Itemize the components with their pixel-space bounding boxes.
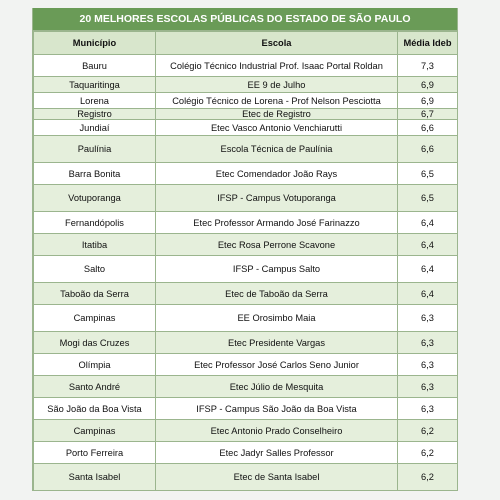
- cell-escola: IFSP - Campus São João da Boa Vista: [156, 398, 398, 420]
- table-row: [34, 332, 458, 354]
- cell-escola: IFSP - Campus Salto: [156, 256, 398, 283]
- cell-media-ideb: 6,9: [398, 93, 458, 109]
- ranking-sheet: [32, 8, 458, 491]
- cell-media-ideb: 6,5: [398, 163, 458, 185]
- table-row: [34, 234, 458, 256]
- cell-escola: Etec Antonio Prado Conselheiro: [156, 420, 398, 442]
- cell-media-ideb: 6,2: [398, 442, 458, 464]
- cell-municipio: Taboão da Serra: [34, 283, 156, 305]
- cell-municipio: Barra Bonita: [34, 163, 156, 185]
- cell-escola: Escola Técnica de Paulínia: [156, 136, 398, 163]
- cell-municipio: Porto Ferreira: [34, 442, 156, 464]
- table-row: [34, 120, 458, 136]
- cell-escola: EE 9 de Julho: [156, 77, 398, 93]
- cell-media-ideb: 6,3: [398, 332, 458, 354]
- cell-municipio: Santo André: [34, 376, 156, 398]
- cell-municipio: Votuporanga: [34, 185, 156, 212]
- cell-media-ideb: 6,9: [398, 77, 458, 93]
- cell-escola: Etec Júlio de Mesquita: [156, 376, 398, 398]
- cell-municipio: São João da Boa Vista: [34, 398, 156, 420]
- cell-escola: Etec Rosa Perrone Scavone: [156, 234, 398, 256]
- table-title: 20 MELHORES ESCOLAS PÚBLICAS DO ESTADO DE SÃO PAULO: [33, 8, 457, 31]
- cell-media-ideb: 6,4: [398, 212, 458, 234]
- cell-media-ideb: 6,4: [398, 256, 458, 283]
- cell-municipio: Campinas: [34, 305, 156, 332]
- cell-media-ideb: 6,6: [398, 136, 458, 163]
- cell-media-ideb: 6,2: [398, 464, 458, 491]
- table-row: [34, 305, 458, 332]
- cell-municipio: Fernandópolis: [34, 212, 156, 234]
- cell-media-ideb: 7,3: [398, 55, 458, 77]
- table-row: [34, 354, 458, 376]
- cell-escola: Etec de Taboão da Serra: [156, 283, 398, 305]
- cell-media-ideb: 6,2: [398, 420, 458, 442]
- cell-media-ideb: 6,4: [398, 234, 458, 256]
- cell-escola: Etec Jadyr Salles Professor: [156, 442, 398, 464]
- cell-escola: EE Orosimbo Maia: [156, 305, 398, 332]
- cell-escola: Etec Professor José Carlos Seno Junior: [156, 354, 398, 376]
- cell-municipio: Lorena: [34, 93, 156, 109]
- cell-municipio: Santa Isabel: [34, 464, 156, 491]
- table-row: [34, 212, 458, 234]
- cell-escola: Etec Professor Armando José Farinazzo: [156, 212, 398, 234]
- cell-escola: Etec Comendador João Rays: [156, 163, 398, 185]
- cell-escola: Etec Presidente Vargas: [156, 332, 398, 354]
- cell-municipio: Olímpia: [34, 354, 156, 376]
- cell-municipio: Itatiba: [34, 234, 156, 256]
- table-row: [34, 93, 458, 109]
- cell-media-ideb: 6,3: [398, 305, 458, 332]
- cell-media-ideb: 6,6: [398, 120, 458, 136]
- cell-municipio: Jundiaí: [34, 120, 156, 136]
- header-municipio: Município: [34, 32, 156, 55]
- table-row: [34, 163, 458, 185]
- table-row: [34, 185, 458, 212]
- cell-municipio: Mogi das Cruzes: [34, 332, 156, 354]
- table-row: [34, 256, 458, 283]
- cell-escola: Etec de Santa Isabel: [156, 464, 398, 491]
- cell-media-ideb: 6,3: [398, 398, 458, 420]
- table-row: [34, 109, 458, 120]
- cell-escola: Colégio Técnico de Lorena - Prof Nelson Pesciotta: [156, 93, 398, 109]
- cell-media-ideb: 6,3: [398, 354, 458, 376]
- table-row: [34, 442, 458, 464]
- table-row: [34, 464, 458, 491]
- cell-escola: IFSP - Campus Votuporanga: [156, 185, 398, 212]
- cell-municipio: Bauru: [34, 55, 156, 77]
- table-row: [34, 398, 458, 420]
- table-row: [34, 283, 458, 305]
- cell-escola: Colégio Técnico Industrial Prof. Isaac Portal Roldan: [156, 55, 398, 77]
- table-row: [34, 77, 458, 93]
- cell-media-ideb: 6,7: [398, 109, 458, 120]
- table-body: [34, 55, 458, 491]
- table-row: [34, 420, 458, 442]
- header-row: [34, 32, 458, 55]
- cell-municipio: Paulínia: [34, 136, 156, 163]
- cell-municipio: Taquaritinga: [34, 77, 156, 93]
- cell-escola: Etec Vasco Antonio Venchiarutti: [156, 120, 398, 136]
- cell-media-ideb: 6,3: [398, 376, 458, 398]
- header-escola: Escola: [156, 32, 398, 55]
- table-row: [34, 376, 458, 398]
- cell-media-ideb: 6,4: [398, 283, 458, 305]
- table-row: [34, 136, 458, 163]
- cell-municipio: Campinas: [34, 420, 156, 442]
- schools-table: [33, 31, 458, 491]
- cell-escola: Etec de Registro: [156, 109, 398, 120]
- table-row: [34, 55, 458, 77]
- cell-media-ideb: 6,5: [398, 185, 458, 212]
- cell-municipio: Salto: [34, 256, 156, 283]
- cell-municipio: Registro: [34, 109, 156, 120]
- header-media-ideb: Média Ideb: [398, 32, 458, 55]
